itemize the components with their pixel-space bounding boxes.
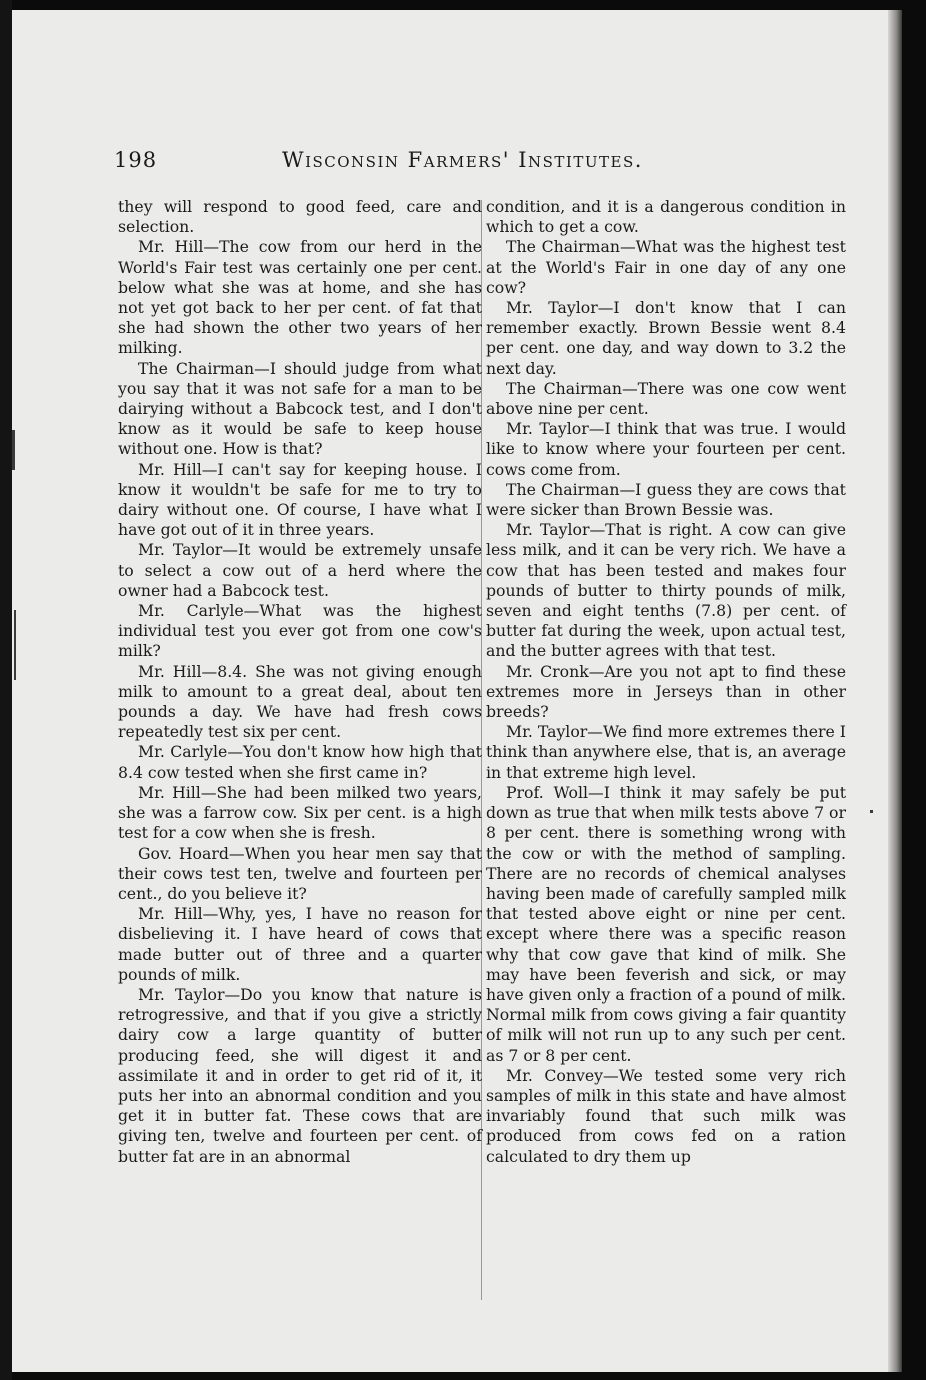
speaker-name: The Chairman <box>506 378 622 398</box>
paragraph <box>118 844 482 905</box>
paragraph-text: —Are you not apt to find these extremes more in Jerseys than in other breeds? <box>486 661 846 722</box>
paragraph-text: —There was one cow went above nine per cent. <box>486 378 846 419</box>
paragraph-text: —I should judge from what you say that it was not safe for a man to be dairying without a Babcock test, and I don't know as it would be safe to keep house without one. How is that? <box>118 358 482 459</box>
speaker-name: Mr. Taylor <box>506 298 598 318</box>
page-number: 198 <box>114 148 158 172</box>
paragraph <box>118 904 482 985</box>
paragraph <box>118 601 482 662</box>
paragraph <box>118 237 482 358</box>
paragraph <box>486 237 846 298</box>
page-header <box>114 148 674 182</box>
scan-left-edge <box>0 0 12 1380</box>
paragraph-text: —Do you know that nature is retrogressive, and that if you give a strictly dairy cow a large quantity of butter producing feed, she will digest it and assimilate it and in order to get rid of it, it puts her into an abnormal condition and you get it in butter fat. These cows that are giving ten, twelve and fourteen per cent. of butter fat are in an abnormal <box>118 984 482 1166</box>
speaker-name: Mr. Taylor <box>138 540 223 560</box>
speaker-name: Mr. Taylor <box>506 520 590 540</box>
paragraph-text: —8.4. She was not giving enough milk to amount to a great deal, about ten pounds a day. We have had fresh cows repeatedly test six per cent. <box>118 661 482 742</box>
paragraph <box>486 298 846 379</box>
speaker-name: Mr. Hill <box>138 782 201 802</box>
paragraph-text: —We find more extremes there I think than anywhere else, that is, an average in that extreme high level. <box>486 722 846 782</box>
speaker-name: Mr. Hill <box>138 459 202 479</box>
paragraph-text: —What was the highest individual test you ever got from one cow's milk? <box>118 601 482 661</box>
speaker-name: Mr. Cronk <box>506 661 589 681</box>
paragraph-text: —Why, yes, I have no reason for disbelieving it. I have heard of cows that made butter out of three and a quarter pounds of milk. <box>118 904 482 984</box>
paragraph-text: —I think that was true. I would like to know where your fourteen per cent. cows come from. <box>486 419 846 479</box>
paragraph-text: —I don't know that I can remember exactly. Brown Bessie went 8.4 per cent. one day, and way down to 3.2 the next day. <box>486 298 847 378</box>
paragraph-text: —I guess they are cows that were sicker than Brown Bessie was. <box>486 479 846 520</box>
speaker-name: The Chairman <box>138 358 255 378</box>
paragraph-text: —When you hear men say that their cows test ten, twelve and fourteen per cent., do you believe it? <box>118 843 483 903</box>
paragraph-text: —I think it may safely be put down as true that when milk tests above 7 or 8 per cent. there is something wrong with the cow or with the method of sampling. There are no records of chemical analyses having been made of carefully sampled milk that tested above eight or nine per cent. except where there was a specific reason why that cow gave that kind of milk. She may have been feverish and sick, or may have given only a fraction of a pound of milk. Normal milk from cows giving a fair quantity of milk will not run up to any such per cent. as 7 or 8 per cent. <box>486 782 846 1065</box>
paragraph <box>118 783 482 844</box>
paragraph-text: —What was the highest test at the World's Fair in one day of any one cow? <box>486 237 846 297</box>
paragraph-text: —The cow from our herd in the World's Fair test was certainly one per cent. below what she was at home, and she has not yet got back to her per cent. of fat that she had shown the other two years of her milking. <box>118 237 482 358</box>
paragraph: they will respond to good feed, care and selection. <box>118 197 482 237</box>
paragraph-text: —She had been milked two years, she was a farrow cow. Six per cent. is a high test for a cow when she is fresh. <box>118 782 483 843</box>
paragraph: condition, and it is a dangerous condition in which to get a cow. <box>486 197 846 237</box>
speaker-name: Prof. Woll <box>506 782 589 802</box>
speaker-name: Mr. Hill <box>138 661 202 681</box>
paragraph <box>118 359 482 460</box>
paragraph-text: —We tested some very rich samples of milk in this state and have almost invariably found that such milk was produced from cows fed on a ration calculated to dry them up <box>486 1065 846 1166</box>
book-page <box>12 10 902 1372</box>
paragraph <box>486 520 846 661</box>
speaker-name: Mr. Hill <box>138 904 203 924</box>
paragraph-text: —That is right. A cow can give less milk, and it can be very rich. We have a cow that has been tested and makes four pounds of butter to thirty pounds of milk, seven and eight tenths (7.8) per cent. of butter fat during the week, upon actual test, and the butter agrees with that test. <box>486 520 846 661</box>
scan-artifact <box>12 430 15 470</box>
paragraph <box>486 419 846 480</box>
paragraph <box>118 662 482 743</box>
paragraph-text: —You don't know how high that 8.4 cow tested when she first came in? <box>118 742 482 782</box>
page-binding-shadow <box>888 10 902 1372</box>
left-column <box>118 197 482 1167</box>
speaker-name: Mr. Taylor <box>506 722 588 742</box>
paragraph <box>486 783 846 1066</box>
paragraph <box>118 742 482 782</box>
paragraph <box>486 480 846 520</box>
paragraph <box>118 985 482 1167</box>
paragraph <box>118 460 482 541</box>
paragraph <box>486 662 846 723</box>
paragraph-text: —It would be extremely unsafe to select a cow out of a herd where the owner had a Babcock test. <box>118 540 482 600</box>
speaker-name: Mr. Taylor <box>506 419 589 439</box>
speaker-name: Mr. Carlyle <box>138 742 228 762</box>
scan-artifact <box>870 810 873 813</box>
speaker-name: Gov. Hoard <box>138 843 229 863</box>
paragraph <box>118 540 482 601</box>
running-title: Wisconsin Farmers' Institutes. <box>282 148 643 172</box>
speaker-name: The Chairman <box>506 237 620 257</box>
speaker-name: Mr. Carlyle <box>138 601 244 621</box>
speaker-name: Mr. Taylor <box>138 984 225 1004</box>
speaker-name: The Chairman <box>506 479 620 499</box>
scan-artifact <box>14 610 16 680</box>
speaker-name: Mr. Convey <box>506 1065 603 1085</box>
right-column <box>486 197 846 1167</box>
speaker-name: Mr. Hill <box>138 237 204 257</box>
paragraph <box>486 1066 846 1167</box>
paragraph <box>486 379 846 419</box>
paragraph <box>486 722 846 783</box>
paragraph-text: —I can't say for keeping house. I know it wouldn't be safe for me to try to dairy without one. Of course, I have what I have got out of it in three years. <box>118 459 482 540</box>
